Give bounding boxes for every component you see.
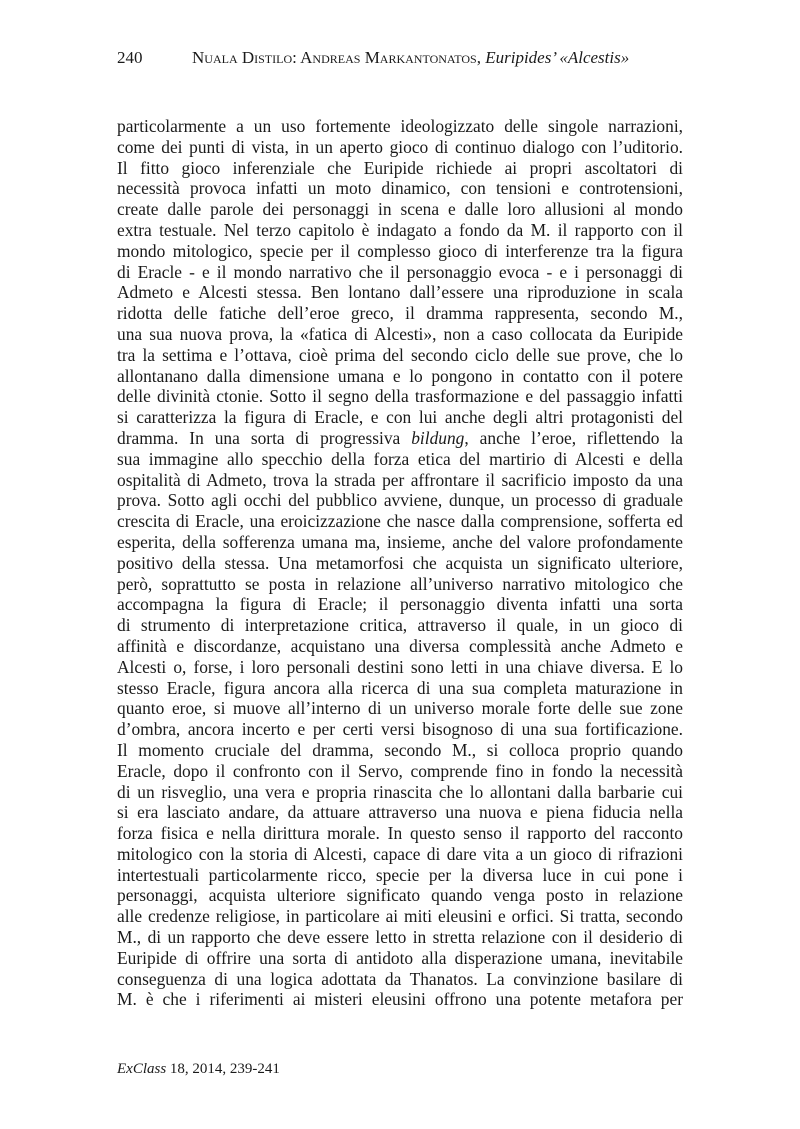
text-line: come dei punti di vista, in un aperto gioco di continuo dialogo con l’uditorio. [117,136,683,157]
text-line: affinità e discordanze, acquistano una diversa complessità anche Admeto e [117,635,683,656]
footer-citation [117,1061,280,1078]
text-line: necessità provoca infatti un moto dinamico, con tensioni e controtensioni, [117,178,683,199]
text-line: mitologico con la storia di Alcesti, capace di dare vita a un gioco di rifrazioni [117,843,683,864]
text-line: Eracle, dopo il confronto con il Servo, comprende fino in fondo la necessità [117,760,683,781]
running-head-authors: Nuala Distilo: Andreas Markantonatos, [192,48,486,67]
text-line: positivo della stessa. Una metamorfosi che acquista un significato ulteriore, [117,552,683,573]
text-line: d’ombra, ancora incerto e per certi versi bisognoso di una sua fortificazione. [117,719,683,740]
text-line: Euripide di offrire una sorta di antidoto alla disperazione umana, inevitabile [117,947,683,968]
journal-name: ExClass [117,1061,167,1077]
text-line: quanto eroe, si muove all’interno di un universo morale forte delle sue zone [117,698,683,719]
text-line: Alcesti o, forse, i loro personali destini sono letti in una chiave diversa. E lo [117,656,683,677]
text-line: si caratterizza la figura di Eracle, e con lui anche degli altri protagonisti del [117,407,683,428]
text-line: personaggi, acquista ulteriore significato quando venga posto in relazione [117,885,683,906]
text-line: crescita di Eracle, una eroicizzazione che nasce dalla comprensione, sofferta ed [117,511,683,532]
italic-term: bildung [411,427,465,448]
page-number: 240 [117,48,143,67]
journal-citation: 18, 2014, 239-241 [166,1061,280,1077]
text-line: prova. Sotto agli occhi del pubblico avviene, dunque, un processo di graduale [117,490,683,511]
text-line: extra testuale. Nel terzo capitolo è indagato a fondo da M. il rapporto con il [117,219,683,240]
text-segment: , anche l’eroe, riflettendo la [464,427,683,448]
text-line: intertestuali particolarmente ricco, specie per la diversa luce in cui pone i [117,864,683,885]
text-line: particolarmente a un uso fortemente ideologizzato delle singole narrazioni, [117,116,683,136]
text-segment: dramma. In una sorta di progressiva [117,427,412,448]
text-line: si era lasciato andare, da attuare attraverso una nuova e piena fiducia nella [117,802,683,823]
text-line [117,428,683,449]
text-line: create dalle parole dei personaggi in scena e dalle loro allusioni al mondo [117,199,683,220]
text-line: però, soprattutto se posta in relazione all’universo narrativo mitologico che [117,573,683,594]
text-line: Il fitto gioco inferenziale che Euripide richiede ai propri ascoltatori di [117,157,683,178]
text-line: di strumento di interpretazione critica, attraverso il quale, in un gioco di [117,615,683,636]
body-text [117,116,683,1010]
text-line: Il momento cruciale del dramma, secondo M., si colloca proprio quando [117,739,683,760]
text-line: una sua nuova prova, la «fatica di Alcesti», non a caso collocata da Euripide [117,323,683,344]
text-line: alle credenze religiose, in particolare ai miti eleusini e orfici. Si tratta, secondo [117,906,683,927]
text-line: M. è che i riferimenti ai misteri eleusini offrono una potente metafora per [117,989,683,1010]
text-line: ridotta delle fatiche dell’eroe greco, il dramma rappresenta, secondo M., [117,303,683,324]
text-line: Admeto e Alcesti stessa. Ben lontano dall’essere una riproduzione in scala [117,282,683,303]
text-line: di un risveglio, una vera e propria rinascita che lo allontani dalla barbarie cui [117,781,683,802]
text-line: conseguenza di una logica adottata da Thanatos. La convinzione basilare di [117,968,683,989]
text-line: allontanano dalla dimensione umana e lo pongono in contatto con il potere [117,365,683,386]
text-line: accompagna la figura di Eracle; il personaggio diventa infatti una sorta [117,594,683,615]
text-line: mondo mitologico, specie per il complesso gioco di interferenze tra la figura [117,240,683,261]
running-head-title: Euripides’ «Alcestis» [485,48,630,67]
text-line: di Eracle - e il mondo narrativo che il personaggio evoca - e i personaggi di [117,261,683,282]
running-head [192,48,629,68]
text-line: forza fisica e nella dirittura morale. In questo senso il rapporto del racconto [117,823,683,844]
text-line: ospitalità di Admeto, trova la strada per affrontare il sacrificio imposto da una [117,469,683,490]
text-line: sua immagine allo specchio della forza etica del martirio di Alcesti e della [117,448,683,469]
text-line: tra la settima e l’ottava, cioè prima del secondo ciclo delle sue prove, che lo [117,344,683,365]
text-line: stesso Eracle, figura ancora alla ricerca di una sua completa maturazione in [117,677,683,698]
text-line: M., di un rapporto che deve essere letto in stretta relazione con il desiderio di [117,927,683,948]
text-line: delle divinità ctonie. Sotto il segno della trasformazione e del passaggio infatti [117,386,683,407]
text-line: esperita, della sofferenza umana ma, insieme, anche del valore profondamente [117,531,683,552]
